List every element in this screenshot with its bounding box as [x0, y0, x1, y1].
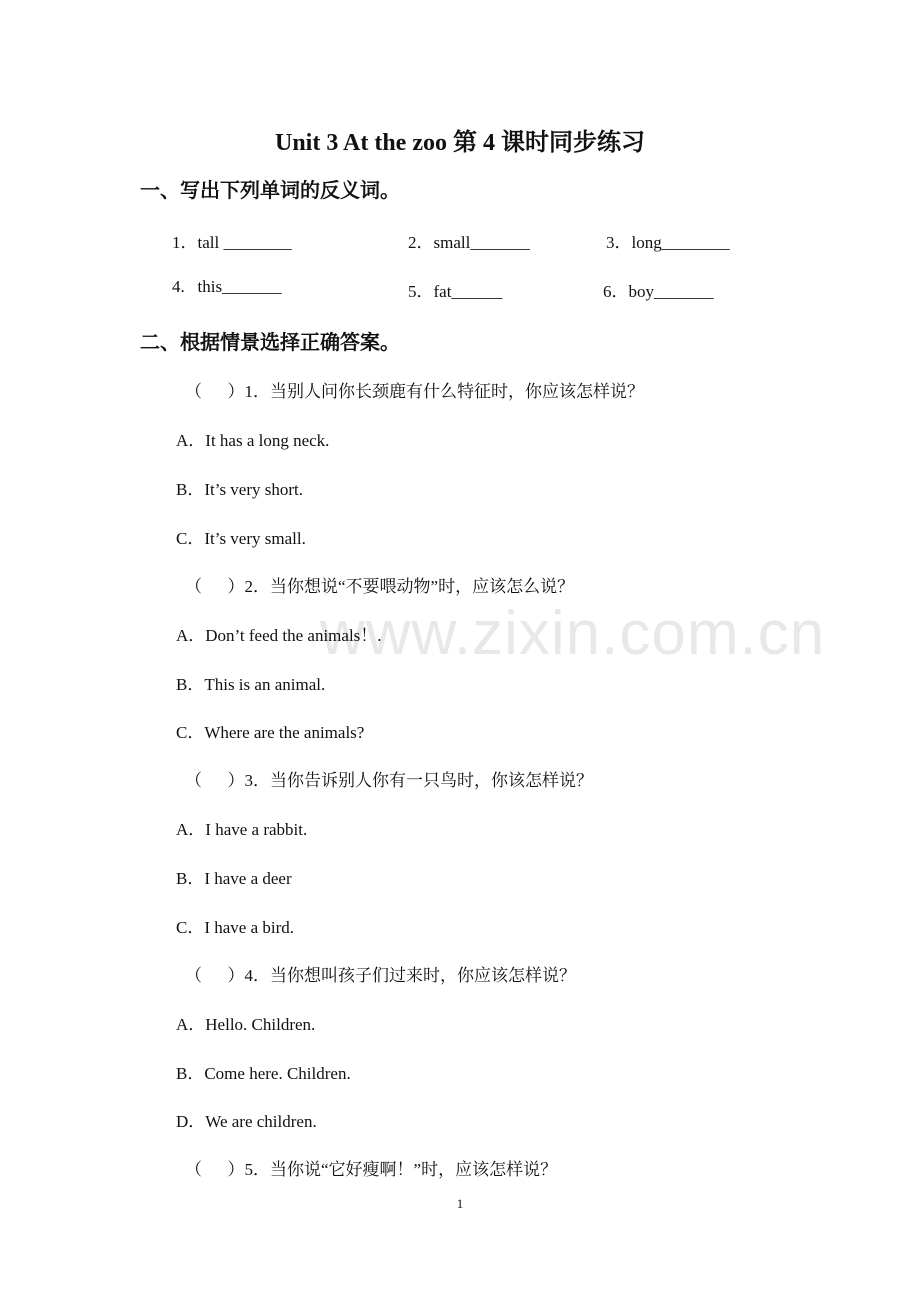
- question-5-stem: （ ）5．当你说“它好瘦啊！”时，应该怎样说？: [185, 1160, 558, 1179]
- question-2-stem: （ ）2．当你想说“不要喂动物”时，应该怎么说？: [185, 577, 575, 596]
- question-3-option-a: A．I have a rabbit.: [176, 820, 308, 839]
- question-3-option-c: C．I have a bird.: [176, 918, 295, 937]
- antonym-item-3: 3．long________: [606, 233, 730, 252]
- antonym-item-5: 5．fat______: [408, 282, 503, 301]
- question-1-option-c: C．It’s very small.: [176, 529, 306, 548]
- question-1-option-a: A．It has a long neck.: [176, 431, 330, 450]
- antonym-item-4: 4. this_______: [172, 277, 282, 296]
- question-2-option-b: B．This is an animal.: [176, 675, 326, 694]
- antonym-item-1: 1．tall ________: [172, 233, 292, 252]
- question-3-option-b: B．I have a deer: [176, 869, 292, 888]
- question-4-option-d: D．We are children.: [176, 1112, 317, 1131]
- antonym-item-6: 6．boy_______: [603, 282, 714, 301]
- question-4-option-b: B．Come here. Children.: [176, 1064, 351, 1083]
- watermark: www.zixin.com.cn: [320, 599, 826, 668]
- question-2-option-c: C．Where are the animals?: [176, 723, 365, 742]
- question-4-stem: （ ）4．当你想叫孩子们过来时，你应该怎样说？: [185, 966, 576, 985]
- question-2-option-a: A．Don’t feed the animals！.: [176, 626, 382, 645]
- question-1-option-b: B．It’s very short.: [176, 480, 304, 499]
- question-3-stem: （ ）3．当你告诉别人你有一只鸟时，你该怎样说？: [185, 771, 593, 790]
- antonym-item-2: 2．small_______: [408, 233, 530, 252]
- page-number: 1: [456, 1196, 464, 1211]
- section-1-heading: 一、写出下列单词的反义词。: [140, 180, 400, 202]
- question-1-stem: （ ）1．当别人问你长颈鹿有什么特征时，你应该怎样说？: [185, 382, 644, 401]
- page-title: Unit 3 At the zoo 第 4 课时同步练习: [275, 130, 645, 156]
- section-2-heading: 二、根据情景选择正确答案。: [140, 332, 400, 354]
- question-4-option-a: A．Hello. Children.: [176, 1015, 316, 1034]
